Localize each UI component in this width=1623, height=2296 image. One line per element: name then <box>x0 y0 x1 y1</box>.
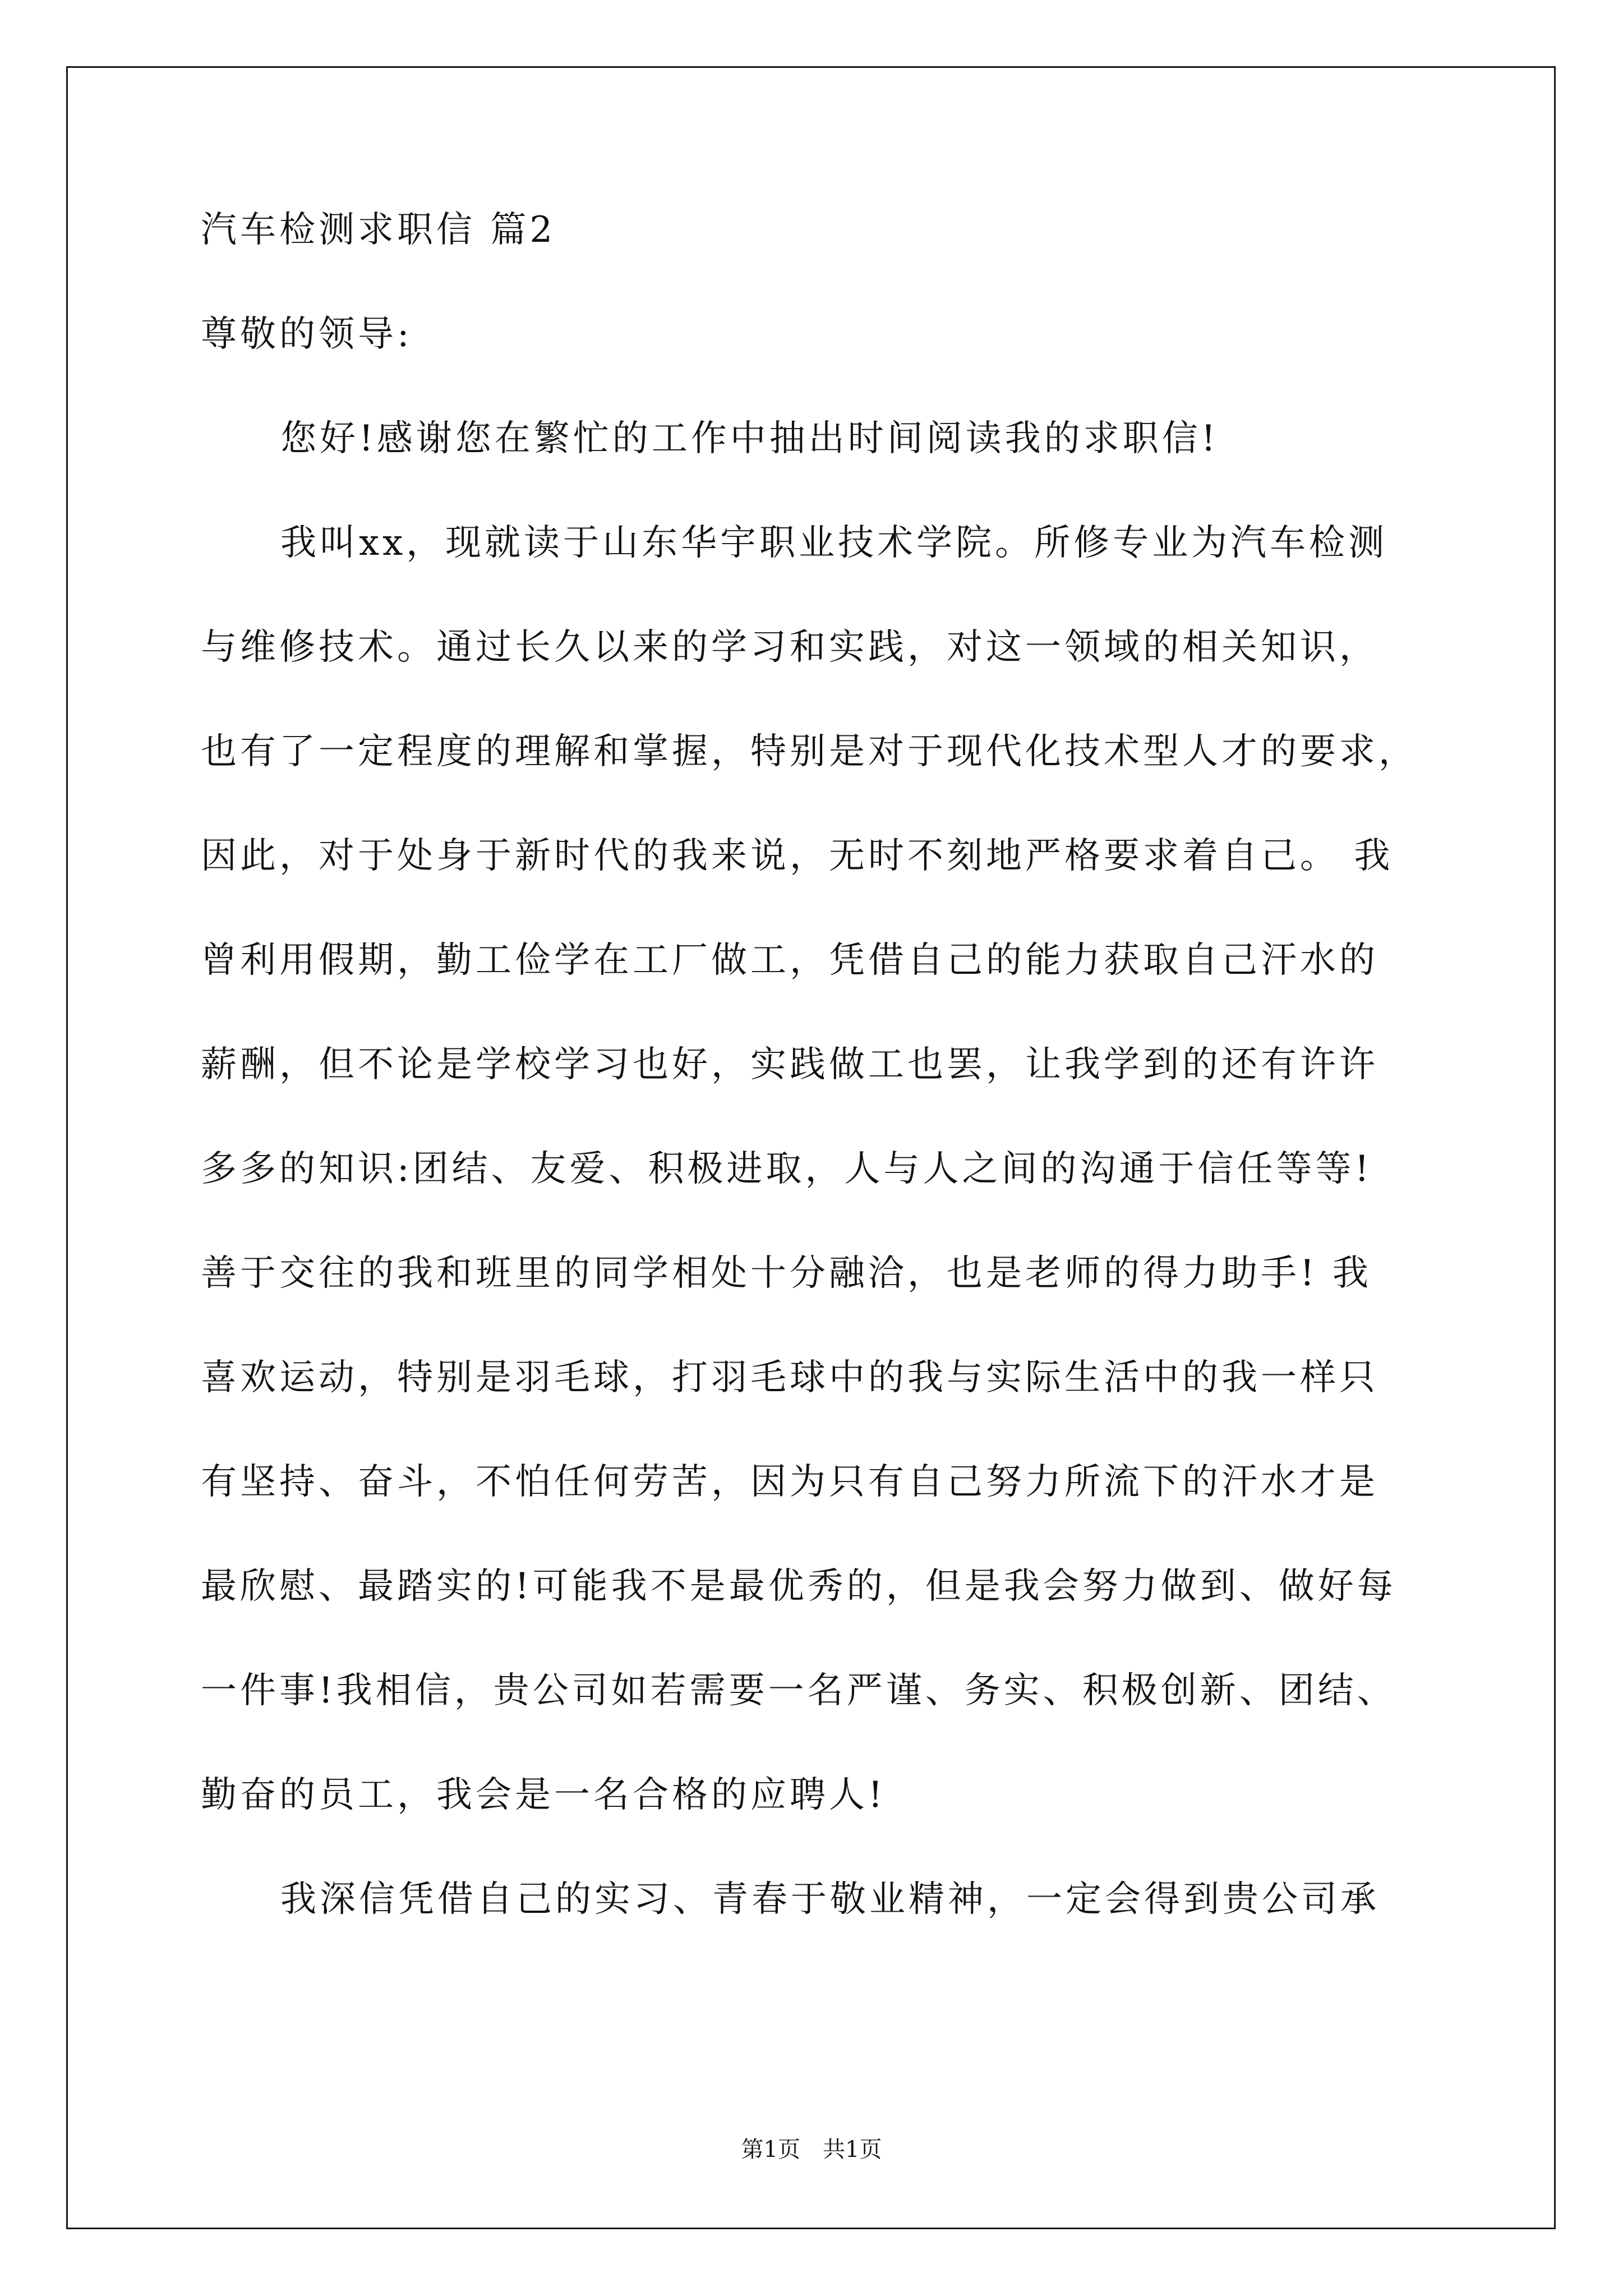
paragraph-line: 我深信凭借自己的实习、青春于敬业精神，一定会得到贵公司承 <box>280 1879 1380 1920</box>
paragraph-line: 有坚持、奋斗，不怕任何劳苦，因为只有自己努力所流下的汗水才是 <box>201 1461 1378 1503</box>
paragraph-introduction <box>201 522 1463 1816</box>
paragraph-line: 多多的知识:团结、友爱、积极进取，人与人之间的沟通于信任等等! <box>201 1148 1373 1190</box>
paragraph-line: 勤奋的员工，我会是一名合格的应聘人! <box>201 1774 886 1816</box>
paragraph-line: 曾利用假期，勤工俭学在工厂做工，凭借自己的能力获取自己汗水的 <box>201 940 1378 981</box>
document-heading: 汽车检测求职信 篇2 <box>201 209 556 251</box>
paragraph-line: 也有了一定程度的理解和掌握，特别是对于现代化技术型人才的要求， <box>201 731 1418 772</box>
paragraph-line: 喜欢运动，特别是羽毛球，打羽毛球中的我与实际生活中的我一样只 <box>201 1357 1378 1398</box>
paragraph-line: 您好!感谢您在繁忙的工作中抽出时间阅读我的求职信! <box>280 418 1219 459</box>
paragraph-line: 我叫xx，现就读于山东华宇职业技术学院。所修专业为汽车检测 <box>280 522 1388 564</box>
paragraph-line: 一件事!我相信，贵公司如若需要一名严谨、务实、积极创新、团结、 <box>201 1670 1396 1711</box>
paragraph-line: 与维修技术。通过长久以来的学习和实践，对这一领域的相关知识， <box>201 627 1378 668</box>
paragraph-line: 薪酬，但不论是学校学习也好，实践做工也罢，让我学到的还有许许 <box>201 1044 1378 1085</box>
paragraph-greeting <box>201 418 1463 459</box>
paragraph-line: 最欣慰、最踏实的!可能我不是最优秀的，但是我会努力做到、做好每 <box>201 1566 1396 1607</box>
document-body <box>201 209 1463 1920</box>
salutation: 尊敬的领导: <box>201 314 413 355</box>
page-footer: 第1页 共1页 <box>741 2137 882 2162</box>
paragraph-line: 善于交往的我和班里的同学相处十分融洽，也是老师的得力助手! 我 <box>201 1253 1372 1294</box>
paragraph-line: 因此，对于处身于新时代的我来说，无时不刻地严格要求着自己。 我 <box>201 835 1394 877</box>
paragraph-closing <box>201 1879 1463 1920</box>
